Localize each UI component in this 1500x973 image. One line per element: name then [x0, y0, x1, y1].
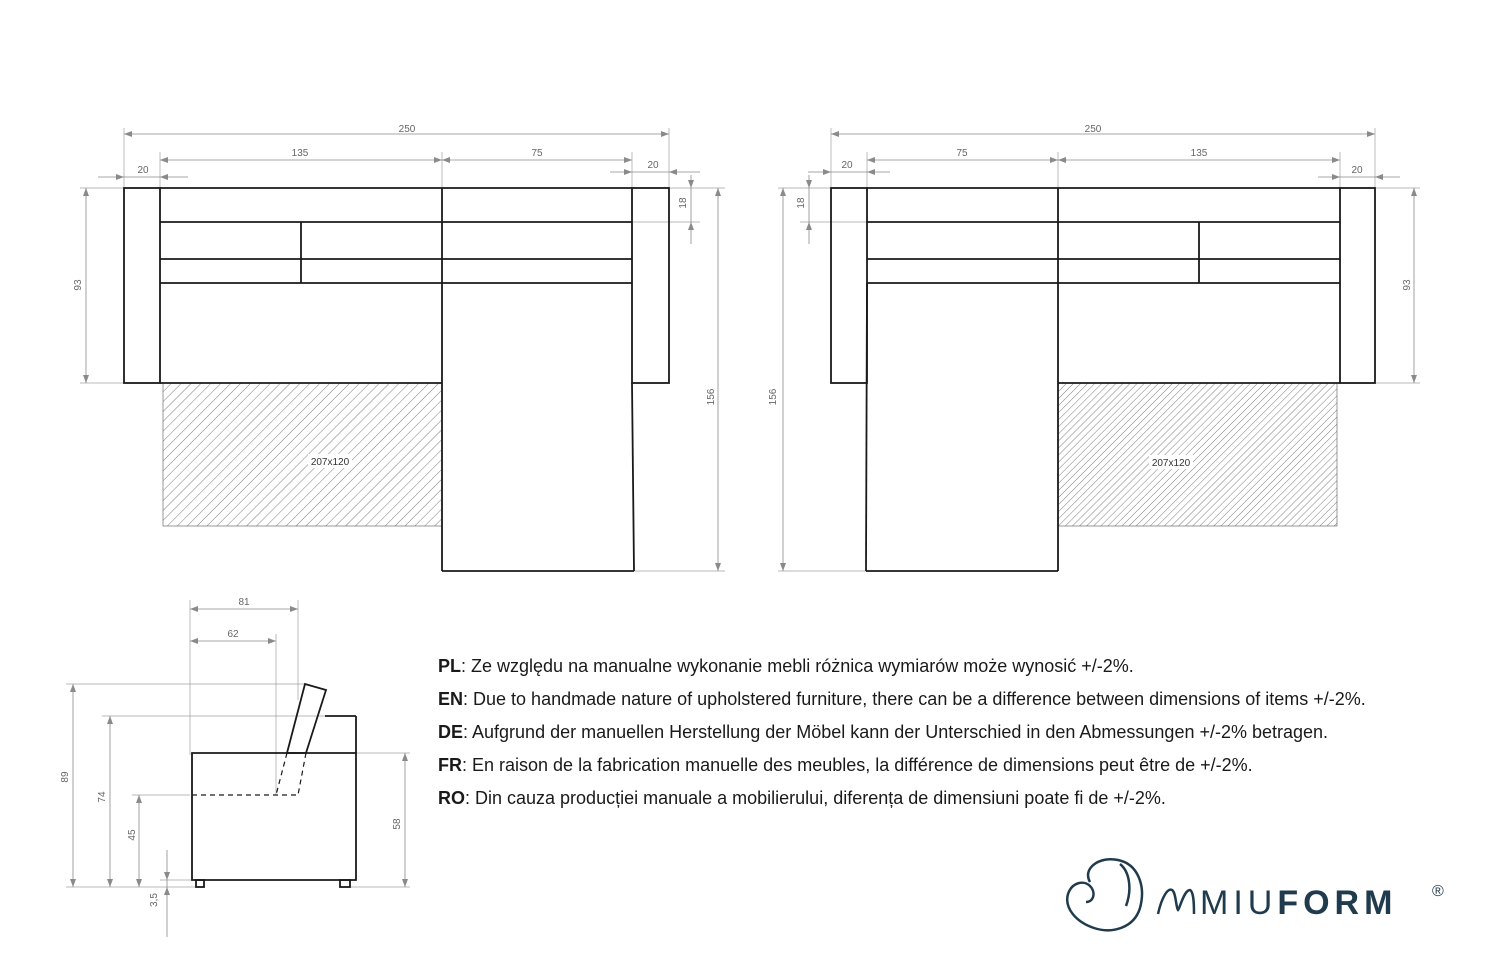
note-en: EN: Due to handmade nature of upholstered furniture, there can be a difference between dimensions of items +/-2%.: [438, 689, 1366, 709]
bed-area: [163, 383, 442, 526]
dim-total-width: 250: [1084, 124, 1102, 135]
dim-body-height: 58: [392, 818, 403, 830]
bean-chair-icon: [1067, 859, 1142, 930]
dim-chaise-depth: 156: [768, 388, 779, 406]
bed-size-label: 207x120: [1151, 458, 1191, 469]
dim-seat-depth: 93: [1402, 279, 1413, 291]
dim-chaise-depth: 156: [706, 388, 717, 406]
dim-back-depth: 18: [678, 197, 689, 209]
left-plan: [73, 124, 725, 571]
dim-section-b: 75: [531, 148, 543, 159]
dim-back-depth: 18: [796, 197, 807, 209]
dim-total-height: 89: [60, 771, 71, 783]
dim-seat-height: 45: [127, 829, 138, 841]
right-plan: [768, 124, 1420, 571]
side-view: [60, 597, 410, 937]
dim-arm-height: 74: [97, 791, 108, 803]
dim-arm-right: 20: [1351, 165, 1363, 176]
bed-size-label: 207x120: [310, 457, 350, 468]
bed-area: [1058, 383, 1337, 526]
brand-name: MIUFORM: [1200, 884, 1398, 922]
dim-seat-depth: 93: [73, 279, 84, 291]
dim-leg-height: 3,5: [149, 893, 160, 907]
note-de: DE: Aufgrund der manuellen Herstellung der Möbel kann der Unterschied in den Abmessungen +/-2% betragen.: [438, 722, 1329, 742]
dim-seat-depth: 62: [227, 629, 239, 640]
sofa-side-outline: [192, 684, 356, 887]
dim-arm-right: 20: [647, 160, 659, 171]
dim-arm-left: 20: [841, 160, 853, 171]
dim-section-a: 75: [956, 148, 968, 159]
note-ro: RO: Din cauza producției manuale a mobilierului, diferența de dimensiuni poate fi de +/-2%.: [438, 788, 1166, 808]
dim-depth: 81: [238, 597, 250, 608]
dim-section-a: 135: [291, 148, 309, 159]
dim-section-b: 135: [1190, 148, 1208, 159]
note-pl: PL: Ze względu na manualne wykonanie mebli różnica wymiarów może wynosić +/-2%.: [438, 656, 1134, 676]
dim-total-width: 250: [398, 124, 416, 135]
brand-m-glyph: [1158, 890, 1194, 914]
registered-mark: ®: [1432, 883, 1444, 900]
tolerance-notes: [438, 650, 1478, 815]
miuform-logo: [1060, 850, 1460, 940]
dim-arm-left: 20: [137, 165, 149, 176]
note-fr: FR: En raison de la fabrication manuelle des meubles, la différence de dimensions peut être de +/-2%.: [438, 755, 1253, 775]
